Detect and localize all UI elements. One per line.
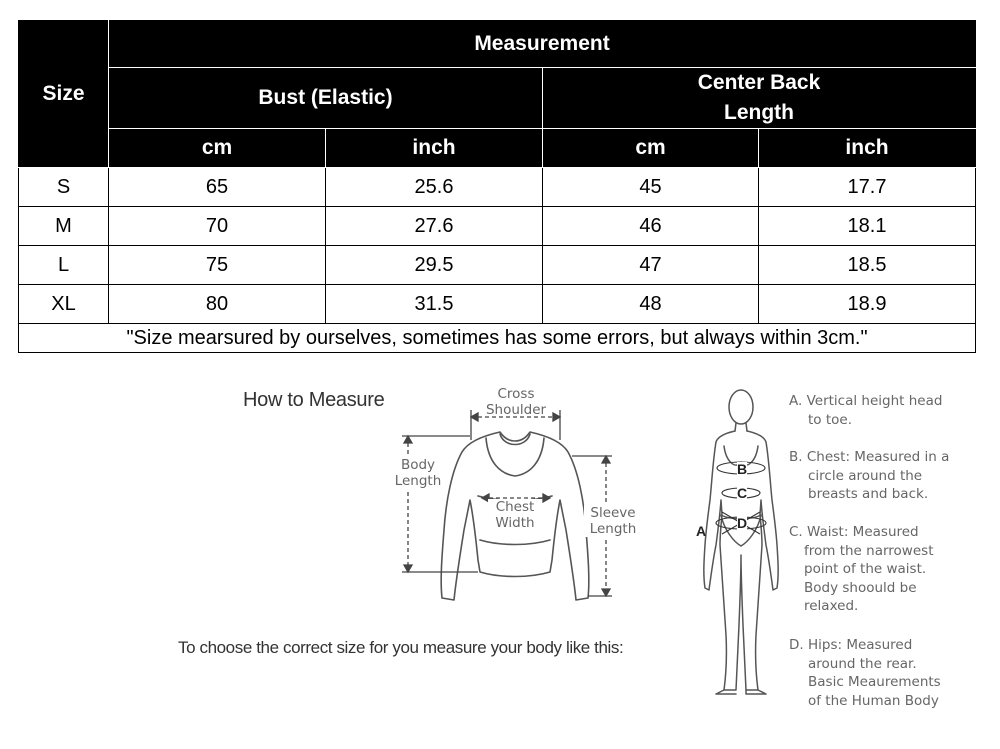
note-a: A. Vertical height head to toe. xyxy=(789,393,943,428)
size-cell: L xyxy=(19,246,109,285)
note-d: D. Hips: Measured around the rear. Basic Meaurements of the Human Body xyxy=(789,637,941,709)
bust-cm-cell: 70 xyxy=(109,207,326,246)
chest-width-label: Chest Width xyxy=(488,499,542,531)
marker-d: D xyxy=(737,515,748,531)
table-row xyxy=(19,207,976,246)
instruction-text: To choose the correct size for you measure your body like this: xyxy=(178,638,624,657)
bust-inch-cell: 27.6 xyxy=(326,207,543,246)
size-cell: M xyxy=(19,207,109,246)
table-row xyxy=(19,168,976,207)
cbl-cm-cell: 48 xyxy=(543,285,759,324)
cbl-cm-cell: 45 xyxy=(543,168,759,207)
marker-a: A xyxy=(696,523,707,539)
center-back-length-label: Center Back Length xyxy=(697,71,821,124)
marker-b: B xyxy=(737,461,748,477)
table-row xyxy=(19,285,976,324)
cbl-inch-header: inch xyxy=(759,129,976,168)
cbl-cm-cell: 47 xyxy=(543,246,759,285)
size-header: Size xyxy=(19,21,109,168)
marker-c: C xyxy=(737,485,748,501)
how-to-measure-title: How to Measure xyxy=(243,389,385,411)
sleeve-length-label: Sleeve Length xyxy=(584,505,642,537)
measurement-header: Measurement xyxy=(109,21,976,68)
cbl-cm-header: cm xyxy=(543,129,759,168)
cbl-inch-cell: 17.7 xyxy=(759,168,976,207)
center-back-length-header xyxy=(543,68,976,129)
bust-inch-cell: 25.6 xyxy=(326,168,543,207)
size-cell: S xyxy=(19,168,109,207)
note-b: B. Chest: Measured in a circle around the breasts and back. xyxy=(789,449,950,502)
cbl-inch-cell: 18.9 xyxy=(759,285,976,324)
note-c: C. Waist: Measured from the narrowest point of the waist. Body shoould be relaxed. xyxy=(789,524,934,614)
cbl-cm-cell: 46 xyxy=(543,207,759,246)
size-note: "Size mearsured by ourselves, sometimes has some errors, but always within 3cm." xyxy=(19,324,976,353)
cbl-inch-cell: 18.1 xyxy=(759,207,976,246)
bust-header: Bust (Elastic) xyxy=(109,68,543,129)
body-length-label: Body Length xyxy=(388,457,448,489)
sweater-neckline xyxy=(486,438,544,476)
table-row xyxy=(19,246,976,285)
bust-cm-cell: 80 xyxy=(109,285,326,324)
bust-inch-cell: 31.5 xyxy=(326,285,543,324)
size-cell: XL xyxy=(19,285,109,324)
bust-inch-cell: 29.5 xyxy=(326,246,543,285)
bust-cm-cell: 75 xyxy=(109,246,326,285)
cross-shoulder-label: Cross Shoulder xyxy=(485,386,547,418)
bust-inch-header: inch xyxy=(326,129,543,168)
bust-cm-cell: 65 xyxy=(109,168,326,207)
size-chart-table xyxy=(18,20,976,353)
bust-cm-header: cm xyxy=(109,129,326,168)
cbl-inch-cell: 18.5 xyxy=(759,246,976,285)
